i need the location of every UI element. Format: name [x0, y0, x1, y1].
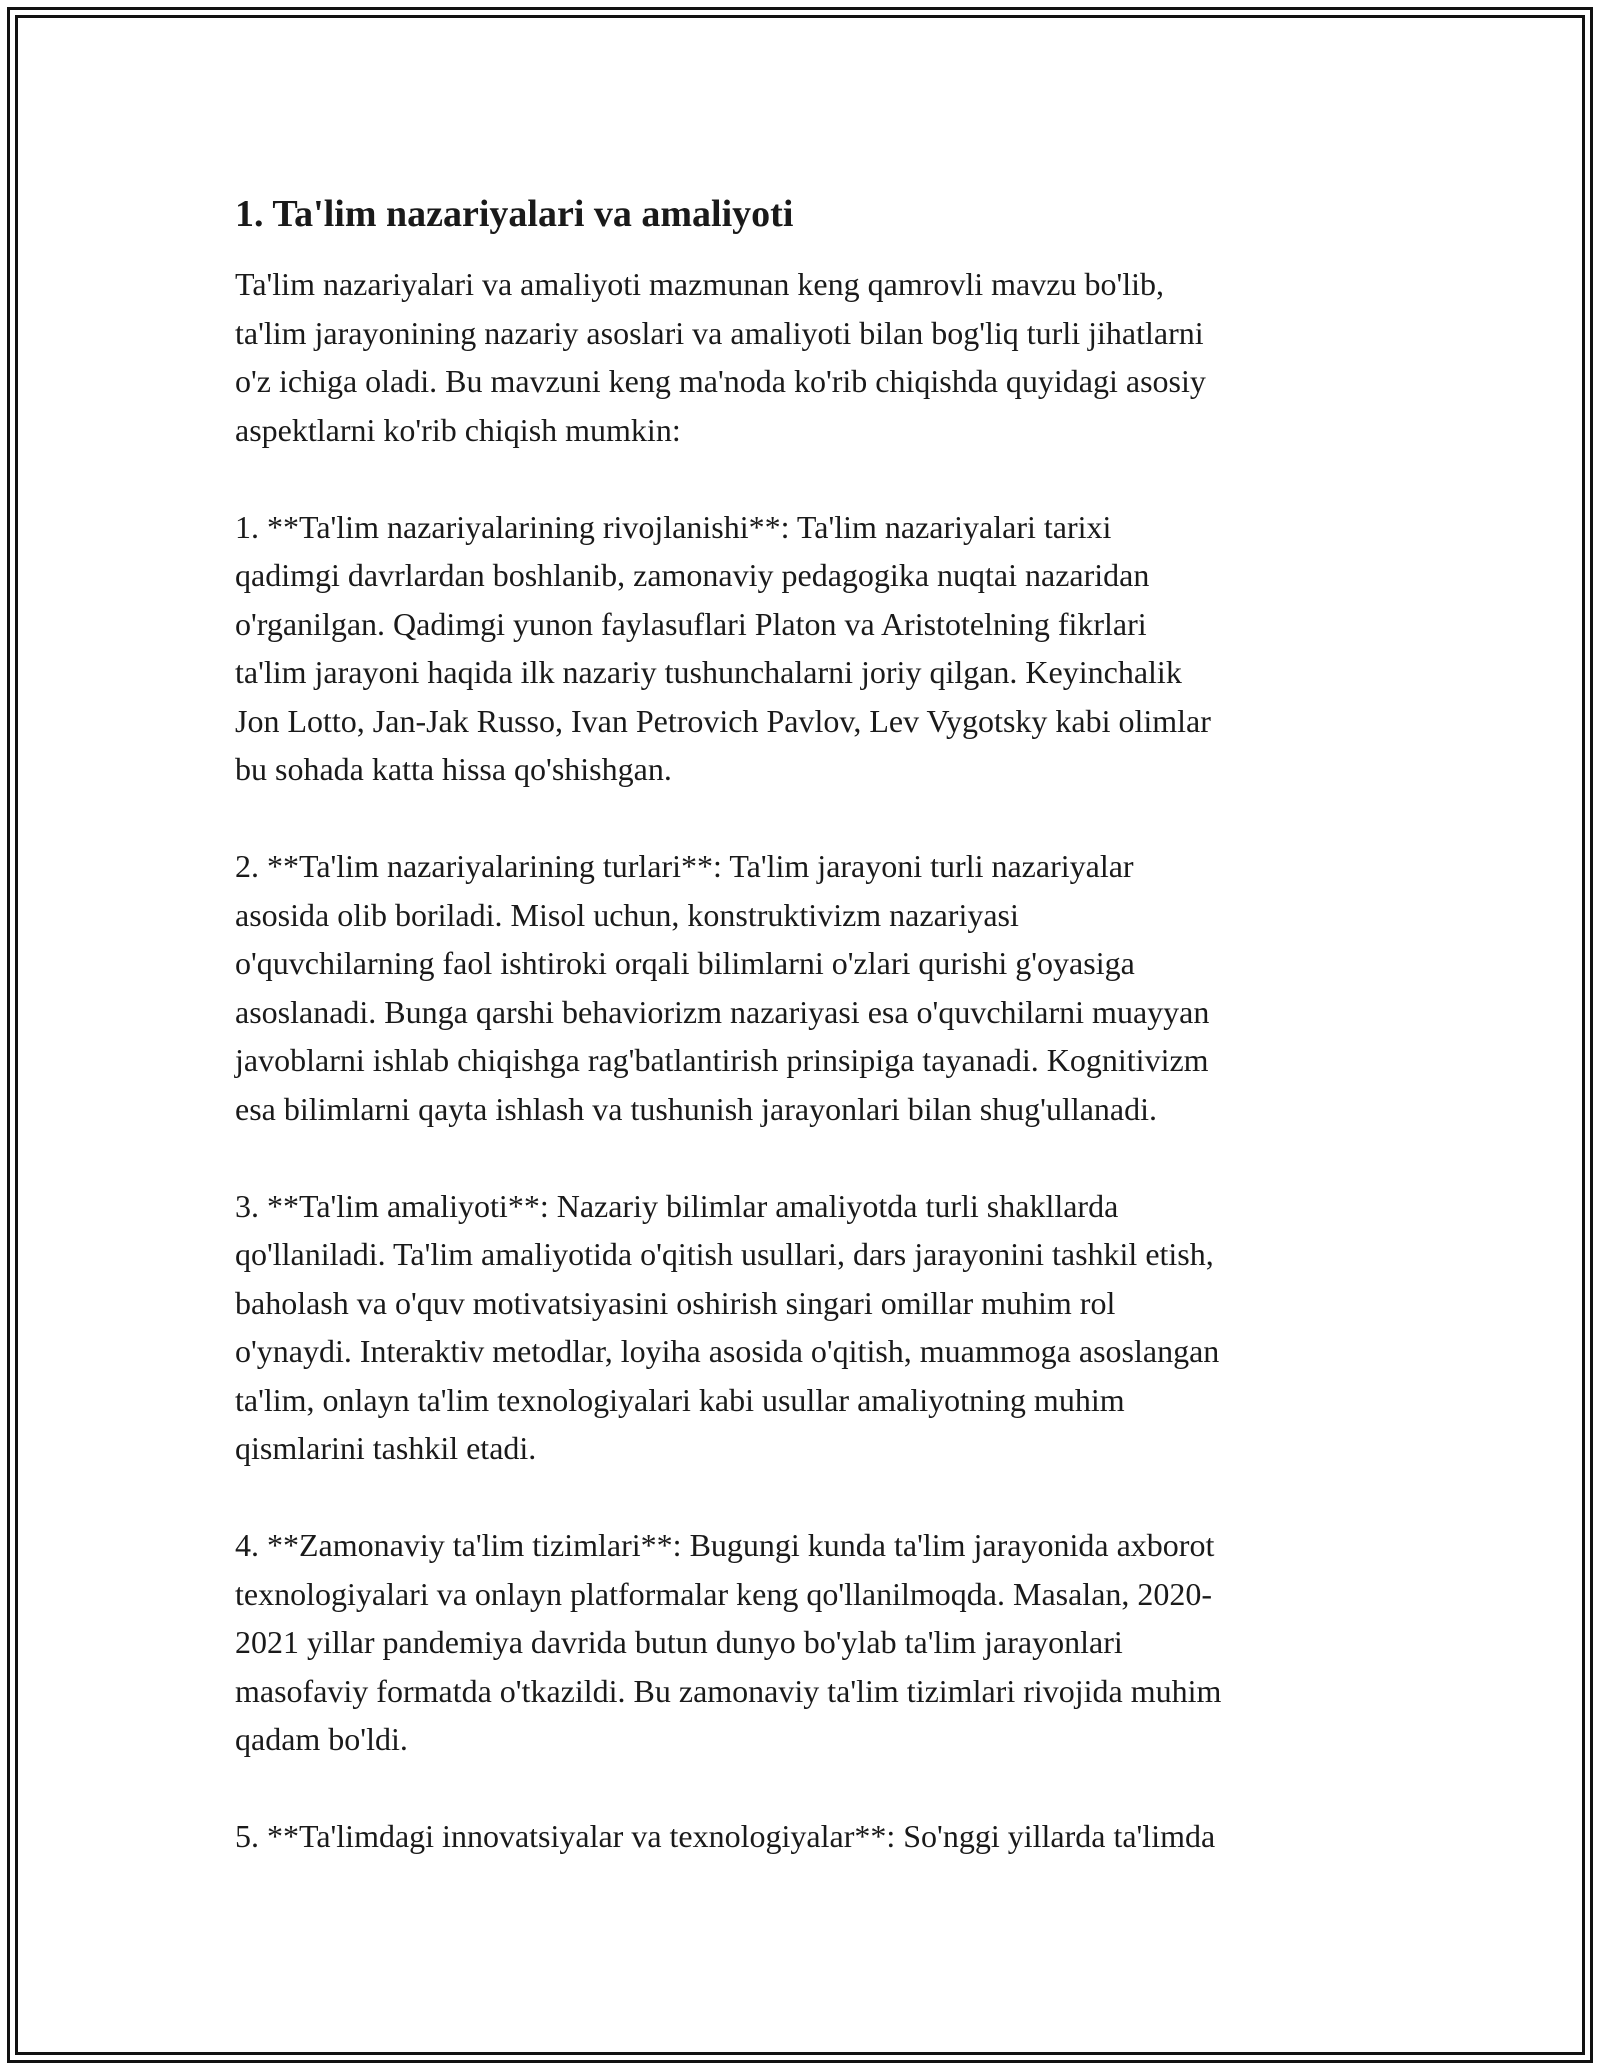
text-line: o'rganilgan. Qadimgi yunon faylasuflari Platon va Aristotelning fikrlari	[235, 605, 1147, 642]
text-line: asoslanadi. Bunga qarshi behaviorizm nazariyasi esa o'quvchilarni muayyan	[235, 993, 1210, 1030]
text-line: qismlarini tashkil etadi.	[235, 1430, 537, 1466]
text-line: 1. **Ta'lim nazariyalarining rivojlanishi**: Ta'lim nazariyalari tarixi	[235, 508, 1112, 545]
paragraph-item-4	[235, 1521, 1395, 1764]
text-line: 4. **Zamonaviy ta'lim tizimlari**: Bugungi kunda ta'lim jarayonida axborot	[235, 1527, 1215, 1563]
text-line: ta'lim jarayonining nazariy asoslari va amaliyoti bilan bog'liq turli jihatlarni	[235, 314, 1204, 351]
text-line: ta'lim, onlayn ta'lim texnologiyalari kabi usullar amaliyotning muhim	[235, 1381, 1125, 1418]
paragraph-intro	[235, 260, 1395, 454]
text-line: baholash va o'quv motivatsiyasini oshirish singari omillar muhim rol	[235, 1284, 1116, 1321]
text-line: javoblarni ishlab chiqishga rag'batlantirish prinsipiga tayanadi. Kognitivizm	[235, 1042, 1209, 1078]
text-line: o'z ichiga oladi. Bu mavzuni keng ma'noda ko'rib chiqishda quyidagi asosiy	[235, 363, 1206, 399]
page-title: 1. Ta'lim nazariyalari va amaliyoti	[235, 193, 794, 235]
text-line: 5. **Ta'limdagi innovatsiyalar va texnologiyalar**: So'nggi yillarda ta'limda	[235, 1818, 1216, 1854]
text-line: qadam bo'ldi.	[235, 1721, 408, 1757]
text-line: qadimgi davrlardan boshlanib, zamonaviy pedagogika nuqtai nazaridan	[235, 557, 1150, 593]
text-line: o'ynaydi. Interaktiv metodlar, loyiha asosida o'qitish, muammoga asoslangan	[235, 1333, 1220, 1369]
text-line: 2021 yillar pandemiya davrida butun dunyo bo'ylab ta'lim jarayonlari	[235, 1624, 1123, 1660]
text-line: 3. **Ta'lim amaliyoti**: Nazariy bilimlar amaliyotda turli shakllarda	[235, 1187, 1119, 1224]
paragraph-item-1	[235, 503, 1395, 794]
text-line: texnologiyalari va onlayn platformalar keng qo'llanilmoqda. Masalan, 2020-	[235, 1575, 1213, 1612]
paragraph-item-3	[235, 1182, 1395, 1473]
text-line: 2. **Ta'lim nazariyalarining turlari**: Ta'lim jarayoni turli nazariyalar	[235, 848, 1134, 884]
text-line: Jon Lotto, Jan-Jak Russo, Ivan Petrovich Pavlov, Lev Vygotsky kabi olimlar	[235, 702, 1211, 739]
paragraph-item-2	[235, 842, 1395, 1133]
paragraph-item-5	[235, 1812, 1395, 1861]
text-line: bu sohada katta hissa qo'shishgan.	[235, 751, 672, 787]
text-line: ta'lim jarayoni haqida ilk nazariy tushunchalarni joriy qilgan. Keyinchalik	[235, 654, 1182, 690]
text-line: qo'llaniladi. Ta'lim amaliyotida o'qitish usullari, dars jarayonini tashkil etish,	[235, 1236, 1214, 1272]
text-line: aspektlarni ko'rib chiqish mumkin:	[235, 411, 681, 448]
text-line: masofaviy formatda o'tkazildi. Bu zamonaviy ta'lim tizimlari rivojida muhim	[235, 1672, 1222, 1709]
text-line: esa bilimlarni qayta ishlash va tushunish jarayonlari bilan shug'ullanadi.	[235, 1090, 1158, 1127]
document-body	[235, 186, 1395, 1909]
text-line: Ta'lim nazariyalari va amaliyoti mazmunan keng qamrovli mavzu bo'lib,	[235, 266, 1164, 302]
text-line: asosida olib boriladi. Misol uchun, konstruktivizm nazariyasi	[235, 896, 1019, 933]
text-line: o'quvchilarning faol ishtiroki orqali bilimlarni o'zlari qurishi g'oyasiga	[235, 945, 1135, 981]
